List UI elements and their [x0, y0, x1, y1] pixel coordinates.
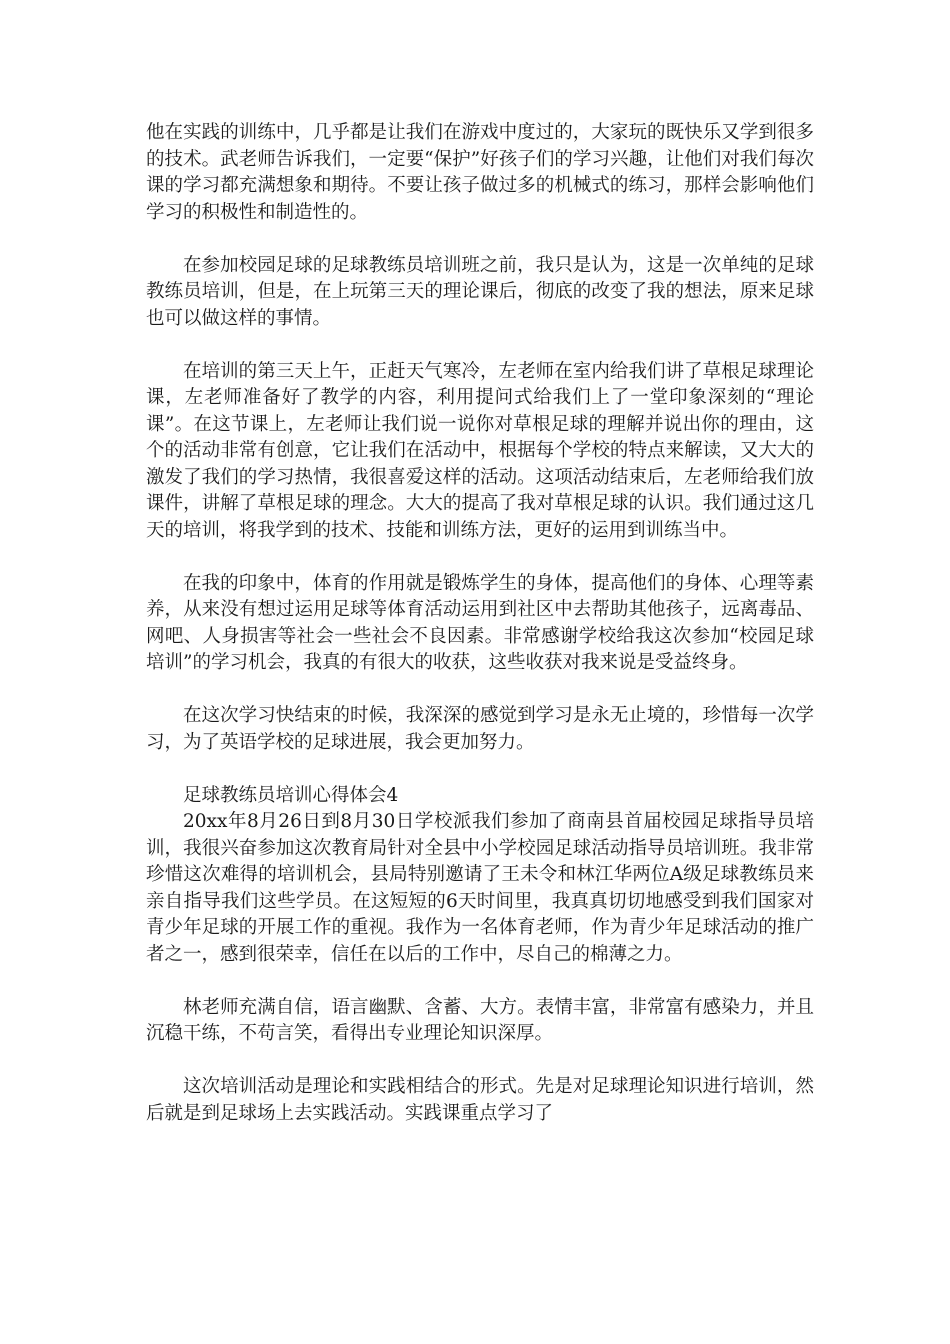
paragraph: 在我的印象中，体育的作用就是锻炼学生的身体，提高他们的身体、心理等素养，从来没有想过运用足球等体育活动运用到社区中去帮助其他孩子，远离毒品、网吧、人身损害等社会一些社会不良因素。非常感谢学校给我这次参加“校园足球培训”的学习机会，我真的有很大的收获，这些收获对我来说是受益终身。	[146, 572, 814, 673]
paragraph: 在这次学习快结束的时候，我深深的感觉到学习是永无止境的，珍惜每一次学习，为了英语学校的足球进展，我会更加努力。	[146, 705, 814, 753]
section-heading: 足球教练员培训心得体会4	[183, 784, 399, 806]
paragraph: 20xx年8月26日到8月30日学校派我们参加了商南县首届校园足球指导员培训，我很兴奋参加这次教育局针对全县中小学校园足球活动指导员培训班。我非常珍惜这次难得的培训机会，县局特别邀请了王未令和林江华两位A级足球教练员来亲自指导我们这些学员。在这短短的6天时间里，我真真切切地感受到我们国家对青少年足球的开展工作的重视。我作为一名体育老师，作为青少年足球活动的推广者之一，感到很荣幸，信任在以后的工作中，尽自己的棉薄之力。	[146, 811, 814, 965]
paragraph: 这次培训活动是理论和实践相结合的形式。先是对足球理论知识进行培训，然后就是到足球场上去实践活动。实践课重点学习了	[146, 1076, 814, 1124]
paragraph: 他在实践的训练中，几乎都是让我们在游戏中度过的，大家玩的既快乐又学到很多的技术。武老师告诉我们，一定要“保护”好孩子们的学习兴趣，让他们对我们每次课的学习都充满想象和期待。不要让孩子做过多的机械式的练习，那样会影响他们学习的积极性和制造性的。	[146, 122, 814, 223]
paragraph: 林老师充满自信，语言幽默、含蓄、大方。表情丰富，非常富有感染力，并且沉稳干练，不苟言笑，看得出专业理论知识深厚。	[146, 996, 814, 1044]
document-body	[146, 120, 814, 1127]
paragraph: 在参加校园足球的足球教练员培训班之前，我只是认为，这是一次单纯的足球教练员培训，但是，在上玩第三天的理论课后，彻底的改变了我的想法，原来足球也可以做这样的事情。	[146, 254, 814, 329]
paragraph: 在培训的第三天上午，正赶天气寒冷，左老师在室内给我们讲了草根足球理论课，左老师准备好了教学的内容，利用提问式给我们上了一堂印象深刻的“理论课”。在这节课上，左老师让我们说一说你对草根足球的理解并说出你的理由，这个的活动非常有创意，它让我们在活动中，根据每个学校的特点来解读，又大大的激发了我们的学习热情，我很喜爱这样的活动。这项活动结束后，左老师给我们放课件，讲解了草根足球的理念。大大的提高了我对草根足球的认识。我们通过这几天的培训，将我学到的技术、技能和训练方法，更好的运用到训练当中。	[146, 360, 814, 541]
